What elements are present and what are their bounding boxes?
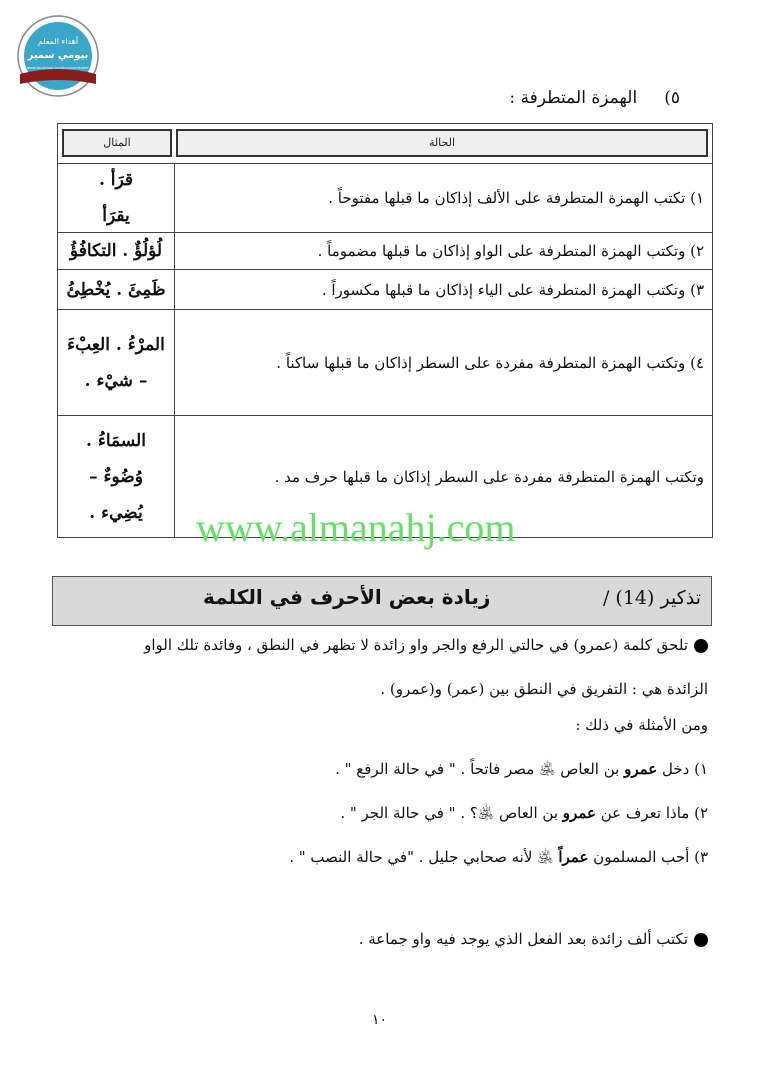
case-cell: ٤) وتكتب الهمزة المتطرفة مفردة على السطر إذاكان ما قبلها ساكناً . [276,353,704,372]
svg-text:www.facebook.com/bayoumisamir: www.facebook.com/bayoumisamir [27,66,89,70]
header-case: الحالة [176,129,708,157]
header-example: المثال [62,129,172,157]
case-cell: وتكتب الهمزة المتطرفة مفردة على السطر إذاكان ما قبلها حرف مد . [274,467,704,486]
case-cell: ٣) وتكتب الهمزة المتطرفة على الياء إذاكان ما قبلها مكسوراً . [321,280,704,299]
example-cell: المرْءُ . العِبْءَ – شيْء . [67,334,165,391]
bullet-icon [694,639,708,653]
section-heading [509,88,680,108]
examples-intro: ومن الأمثلة في ذلك : [575,716,708,734]
paragraph-2: تكتب ألف زائدة بعد الفعل الذي يوجد فيه واو جماعة . [359,930,708,948]
table-row [58,309,712,415]
table-row [58,164,712,232]
banner-title: زيادة بعض الأحرف في الكلمة [203,585,491,609]
svg-text:بيومي سمير: بيومي سمير [27,50,89,61]
table-header [58,124,712,164]
case-cell: ٢) وتكتب الهمزة المتطرفة على الواو إذاكان ما قبلها مضموماً . [317,242,704,260]
bullet-icon [694,933,708,947]
case-cell: ١) تكتب الهمزة المتطرفة على الألف إذاكان ما قبلها مفتوحاً . [328,189,704,207]
example-cell: لُؤلُؤٌ . التكافُؤُ [69,241,163,261]
example-3: ٣) أحب المسلمون عمراً ﵁ لأنه صحابي جليل . "في حالة النصب " . [289,848,708,866]
teacher-logo [16,14,100,98]
example-cell: السمَاءُ . وُضُوءٌ – يُضِيء . [86,430,146,523]
example-cell: ظَمِئَ . يُخْطِئُ [66,279,166,300]
watermark: www.almanahj.com [196,505,516,550]
example-2: ٢) ماذا تعرف عن عمرو بن العاص ﵁؟ . " في حالة الجر " . [340,804,708,822]
example-cell: قرَأ . يقرَأ [98,170,134,226]
section-number: ٥) [664,88,680,108]
banner-label: تذكير (14) / [602,587,701,609]
example-1: ١) دخل عمرو بن العاص ﵁ مصر فاتحاً . " في حالة الرفع " . [335,760,708,778]
section-title: الهمزة المتطرفة : [509,88,638,108]
page-number: ١٠ [372,1012,388,1028]
hamza-table [57,123,713,538]
table-row [58,269,712,309]
table-row [58,232,712,269]
paragraph-1-line-1: تلحق كلمة (عمرو) في حالتي الرفع والجر واو زائدة لا تظهر في النطق ، وفائدة تلك الواو [144,636,708,654]
svg-text:أهداء المعلم: أهداء المعلم [37,37,79,46]
paragraph-1-line-2: الزائدة هي : التفريق في النطق بين (عمر) و(عمرو) . [380,680,708,698]
reminder-banner [52,576,712,626]
